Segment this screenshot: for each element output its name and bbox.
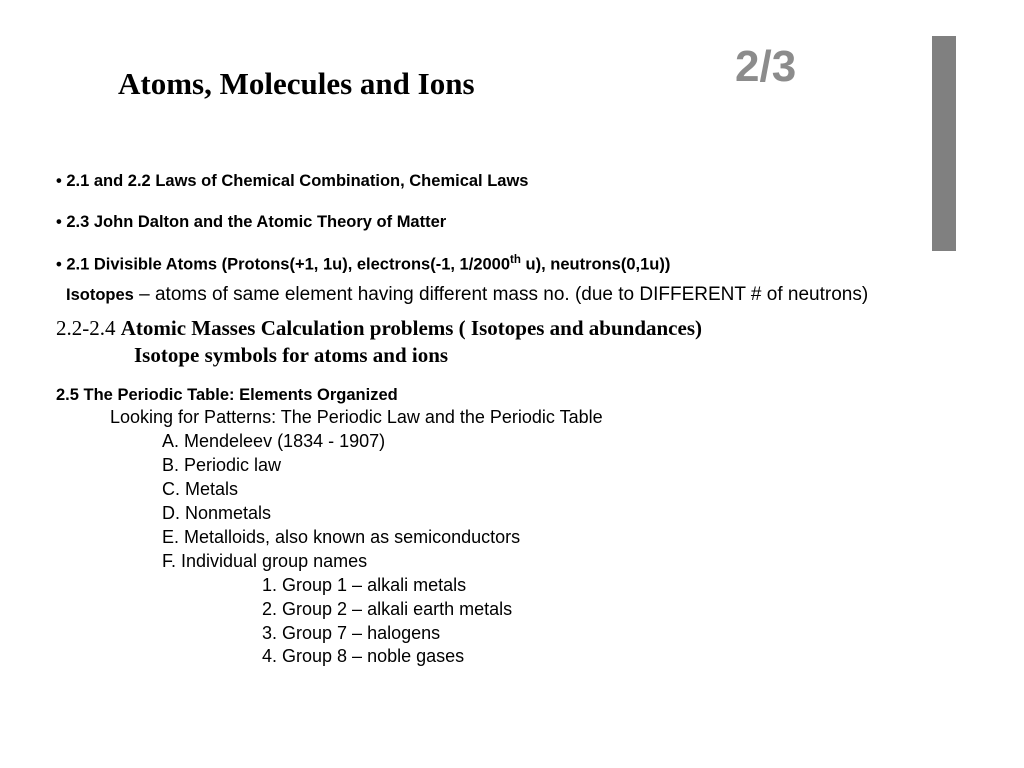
atomic-masses-line — [56, 315, 956, 342]
bullet-john-dalton: • 2.3 John Dalton and the Atomic Theory of Matter — [56, 213, 447, 231]
spacer — [56, 191, 956, 213]
isotopes-definition — [56, 284, 956, 306]
divisible-atoms-superscript: th — [510, 254, 521, 266]
atomic-masses-bold: Atomic Masses Calculation problems ( Isotopes and abundances) — [120, 315, 702, 340]
spacer — [56, 369, 956, 385]
sub-item-f-group-names: F. Individual group names — [162, 550, 368, 571]
sub-item-b-periodic-law: B. Periodic law — [162, 454, 282, 475]
bullet-divisible-atoms — [56, 254, 956, 275]
slide-title: Atoms, Molecules and Ions — [118, 66, 475, 101]
sub-item-e-metalloids: E. Metalloids, also known as semiconductors — [162, 526, 521, 547]
spacer — [56, 275, 956, 284]
spacer — [56, 232, 956, 254]
bullet-laws-of-chemical-combination: • 2.1 and 2.2 Laws of Chemical Combination, Chemical Laws — [56, 172, 529, 190]
slide-number: 2/3 — [735, 42, 797, 91]
group-item-2: 2. Group 2 – alkali earth metals — [262, 598, 513, 619]
slide-body — [56, 172, 956, 669]
spacer — [56, 306, 956, 315]
isotopes-text: – atoms of same element having different mass no. (due to DIFFERENT # of neutrons) — [133, 283, 869, 305]
sub-item-a-mendeleev: A. Mendeleev (1834 - 1907) — [162, 431, 386, 452]
group-item-3: 3. Group 7 – halogens — [262, 622, 441, 643]
divisible-atoms-pre: • 2.1 Divisible Atoms (Protons(+1, 1u), electrons(-1, 1/2000 — [56, 255, 511, 274]
atomic-masses-prefix: 2.2-2.4 — [56, 315, 121, 340]
sub-item-c-metals: C. Metals — [162, 478, 239, 499]
divisible-atoms-post: u), neutrons(0,1u)) — [520, 255, 671, 274]
isotopes-label: Isotopes — [66, 285, 134, 304]
section-periodic-table: 2.5 The Periodic Table: Elements Organized — [56, 385, 398, 404]
group-item-4: 4. Group 8 – noble gases — [262, 646, 465, 667]
sub-looking-for-patterns: Looking for Patterns: The Periodic Law and the Periodic Table — [110, 407, 603, 428]
isotope-symbols-line: Isotope symbols for atoms and ions — [134, 342, 449, 367]
sub-item-d-nonmetals: D. Nonmetals — [162, 502, 272, 523]
group-item-1: 1. Group 1 – alkali metals — [262, 574, 467, 595]
